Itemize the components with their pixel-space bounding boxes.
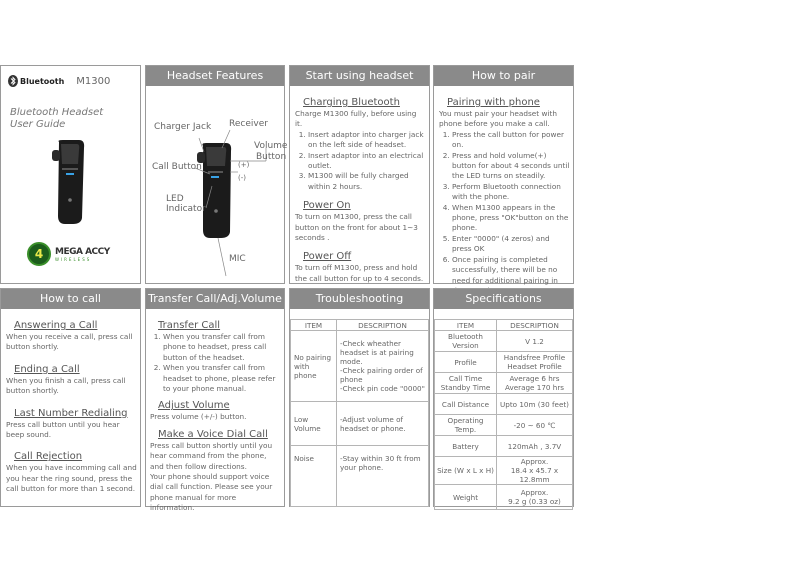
- pair-header: How to pair: [434, 66, 573, 86]
- table-cell-item: Battery: [435, 436, 497, 457]
- pairing-intro: You must pair your headset with phone before you make a call.: [439, 109, 557, 129]
- specifications-panel: [433, 288, 574, 507]
- start-panel: [289, 65, 430, 284]
- column-header-item: ITEM: [291, 320, 337, 331]
- table-cell-description: 120mAh , 3.7V: [497, 436, 573, 457]
- specifications-header: Specifications: [434, 289, 573, 309]
- headset-image: [49, 138, 93, 226]
- table-cell-item: Call Time Standby Time: [435, 373, 497, 394]
- logo-name: MEGA ACCY: [55, 246, 110, 257]
- label-receiver: Receiver: [229, 119, 268, 129]
- table-cell-item: Low Volume: [291, 402, 337, 446]
- redial-text: Press call button until you hear beep sound.: [6, 419, 120, 440]
- table-cell-description: Average 6 hrs Average 170 hrs: [497, 373, 573, 394]
- table-cell-description: Approx. 9.2 g (0.33 oz): [497, 485, 573, 510]
- list-item: 1. Press the call button for power on.: [452, 130, 571, 151]
- table-cell-description: -20 ~ 60 ℃: [497, 415, 573, 436]
- table-cell-description: Handsfree Profile Headset Profile: [497, 352, 573, 373]
- table-cell-description: Approx. 18.4 x 45.7 x 12.8mm: [497, 457, 573, 485]
- table-row: [435, 457, 573, 485]
- cover-title: Bluetooth Headset User Guide: [10, 107, 104, 130]
- table-cell-description: -Stay within 30 ft from your phone.: [337, 446, 429, 507]
- table-header-row: [291, 320, 429, 331]
- model-name: M1300: [76, 75, 111, 87]
- label-minus: (-): [238, 174, 246, 182]
- call-header: How to call: [1, 289, 140, 309]
- table-cell-item: Bluetooth Version: [435, 331, 497, 352]
- table-row: [435, 436, 573, 457]
- label-mic: MIC: [229, 254, 246, 264]
- table-row: [435, 352, 573, 373]
- pairing-title: Pairing with phone: [447, 97, 540, 108]
- table-row: [291, 331, 429, 402]
- table-cell-item: Call Distance: [435, 394, 497, 415]
- list-item: 1. Insert adaptor into charger jack on the left side of headset.: [308, 130, 425, 151]
- rejection-text: When you have incomming call and you hear the ring sound, press the call button for more than 1 second.: [6, 463, 137, 494]
- list-item: 4. When M1300 appears in the phone, press "OK"button on the phone.: [452, 203, 571, 234]
- label-volume-line2: Button: [256, 152, 287, 162]
- label-call-button: Call Button: [152, 162, 202, 172]
- table-cell-item: Size (W x L x H): [435, 457, 497, 485]
- table-cell-item: Profile: [435, 352, 497, 373]
- voice-dial-text-2: Your phone should support voice dial call function. Please see your phone manual for more information.: [150, 472, 273, 513]
- column-header-description: DESCRIPTION: [497, 320, 573, 331]
- list-item: 1. When you transfer call from phone to headset, press call button of the headset.: [163, 332, 282, 363]
- call-panel: [0, 288, 141, 507]
- list-item: 2. Press and hold volume(+) button for about 4 seconds until the LED turns on steadily.: [452, 151, 571, 182]
- ending-title: Ending a Call: [14, 363, 80, 375]
- table-cell-description: -Adjust volume of headset or phone.: [337, 402, 429, 446]
- power-off-text: To turn off M1300, press and hold the call button for up to 4 seconds.: [295, 263, 424, 283]
- answering-title: Answering a Call: [14, 320, 98, 331]
- volume-text: Press volume (+/-) button.: [150, 412, 247, 422]
- table-row: [291, 446, 429, 507]
- label-plus: (+): [238, 161, 250, 169]
- table-header-row: [435, 320, 573, 331]
- label-charger-jack: Charger Jack: [154, 122, 212, 132]
- bluetooth-logo: [8, 75, 110, 87]
- answering-text: When you receive a call, press call button shortly.: [6, 332, 133, 352]
- transfer-steps: [150, 332, 282, 394]
- charging-title: Charging Bluetooth: [303, 97, 400, 108]
- list-item: 2. When you transfer call from headset to phone, please refer to your phone manual.: [163, 363, 282, 394]
- table-row: [435, 373, 573, 394]
- megaaccy-logo: [27, 242, 110, 266]
- logo-sub: WIRELESS: [55, 256, 92, 262]
- list-item: 3. Perform Bluetooth connection with the phone.: [452, 182, 571, 203]
- list-item: 2. Insert adaptor into an electrical outlet.: [308, 151, 425, 172]
- power-on-text: To turn on M1300, press the call button on the front for about 1~3 seconds .: [295, 212, 418, 243]
- table-row: [435, 331, 573, 352]
- troubleshooting-header: Troubleshooting: [290, 289, 429, 309]
- logo-badge: 4: [27, 242, 51, 266]
- label-led-line1: LED: [166, 194, 184, 204]
- table-cell-item: Weight: [435, 485, 497, 510]
- table-row: [435, 415, 573, 436]
- table-row: [291, 402, 429, 446]
- pairing-steps: [439, 130, 571, 297]
- specifications-table: [434, 319, 573, 510]
- power-on-title: Power On: [303, 200, 351, 212]
- column-header-description: DESCRIPTION: [337, 320, 429, 331]
- list-item: 3. M1300 will be fully charged within 2 hours.: [308, 171, 425, 192]
- table-cell-item: No pairing with phone: [291, 331, 337, 402]
- bluetooth-icon: [8, 75, 18, 87]
- cover-panel: [0, 65, 141, 284]
- table-cell-description: V 1.2: [497, 331, 573, 352]
- table-cell-description: Upto 10m (30 feet): [497, 394, 573, 415]
- voice-dial-text-1: Press call button shortly until you hear command from the phone, and then follow directions.: [150, 440, 273, 471]
- features-panel: [145, 65, 288, 284]
- features-header: Headset Features: [146, 66, 284, 86]
- ending-text: When you finish a call, press call button shortly.: [6, 375, 126, 396]
- pair-panel: [433, 65, 574, 284]
- power-off-title: Power Off: [303, 251, 352, 263]
- transfer-panel: [145, 288, 285, 513]
- start-header: Start using headset: [290, 66, 429, 86]
- transfer-header: Transfer Call/Adj.Volume: [146, 289, 284, 309]
- redial-title: Last Number Redialing: [14, 407, 128, 419]
- headset-diagram: [146, 86, 286, 285]
- column-header-item: ITEM: [435, 320, 497, 331]
- troubleshooting-table: [290, 319, 429, 507]
- volume-title: Adjust Volume: [158, 400, 230, 412]
- brand-name: Bluetooth: [20, 76, 65, 86]
- charging-intro: Charge M1300 fully, before using it.: [295, 109, 417, 129]
- table-cell-item: Noise: [291, 446, 337, 507]
- table-cell-item: Operating Temp.: [435, 415, 497, 436]
- label-volume-line1: Volume: [254, 141, 288, 151]
- table-cell-description: -Check wheather headset is at pairing mode. -Check pairing order of phone -Check pin code "0000": [337, 331, 429, 402]
- voice-dial-title: Make a Voice Dial Call: [158, 428, 268, 440]
- charging-steps: [295, 130, 425, 192]
- transfer-title: Transfer Call: [158, 320, 221, 331]
- troubleshooting-panel: [289, 288, 430, 507]
- table-row: [435, 485, 573, 510]
- label-led-line2: Indicator: [166, 204, 206, 214]
- rejection-title: Call Rejection: [14, 451, 83, 463]
- table-row: [435, 394, 573, 415]
- list-item: 6. Once pairing is completed successfully, there will be no need for additional pairing in: [452, 255, 571, 297]
- list-item: 5. Enter "0000" (4 zeros) and press OK: [452, 234, 571, 255]
